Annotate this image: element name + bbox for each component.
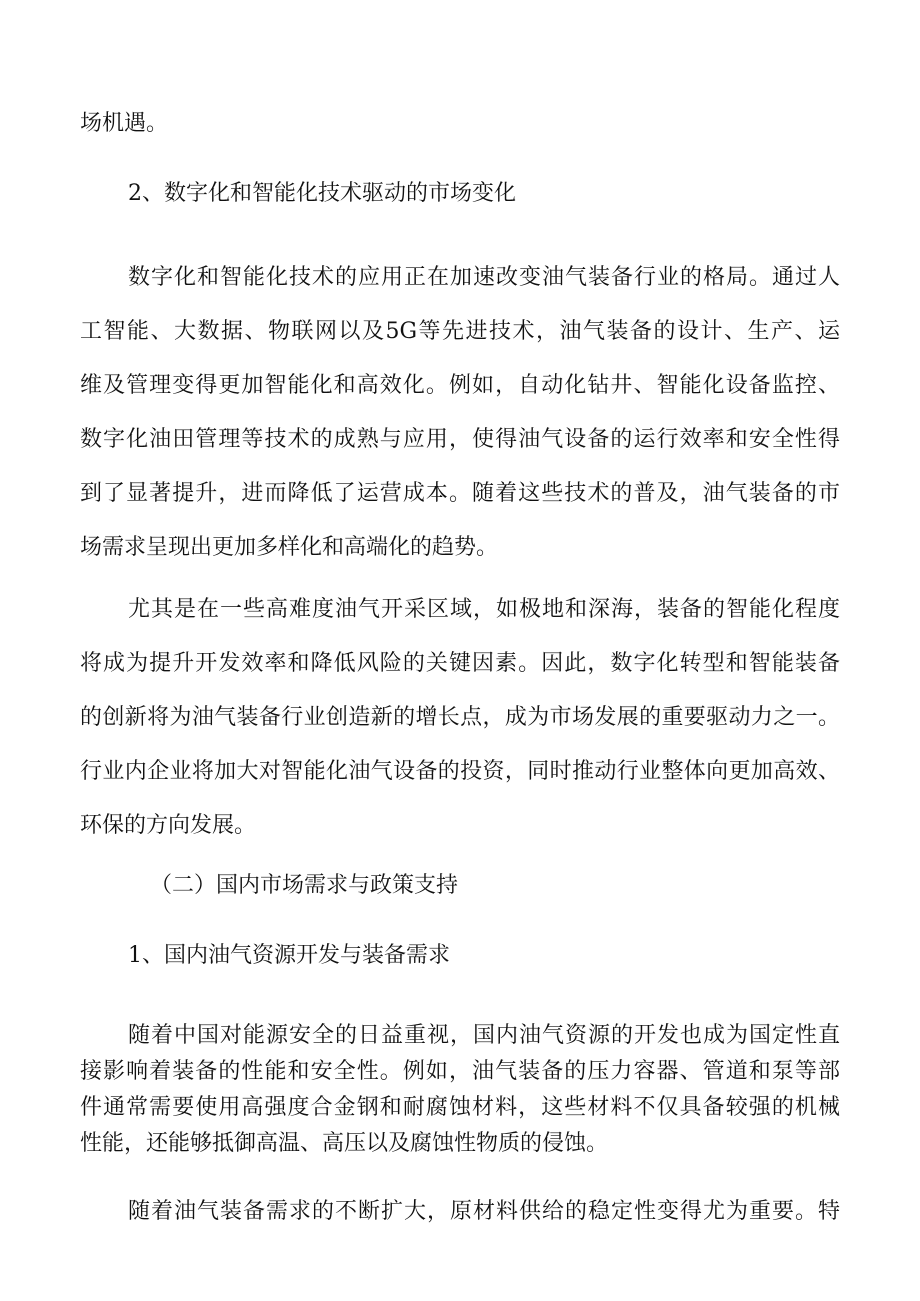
paragraph-line: 工智能、大数据、物联网以及5G等先进技术，油气装备的设计、生产、运 bbox=[80, 319, 840, 344]
section-heading-domestic-market: （二）国内市场需求与政策支持 bbox=[150, 873, 459, 898]
paragraph-line: 性能，还能够抵御高温、高压以及腐蚀性物质的侵蚀。 bbox=[80, 1131, 609, 1156]
paragraph-line: 数字化和智能化技术的应用正在加速改变油气装备行业的格局。通过人 bbox=[128, 265, 840, 290]
paragraph-line: 的创新将为油气装备行业创造新的增长点，成为市场发展的重要驱动力之一。 bbox=[80, 705, 840, 730]
paragraph-line: 将成为提升开发效率和降低风险的关键因素。因此，数字化转型和智能装备 bbox=[80, 651, 840, 676]
paragraph-line: 维及管理变得更加智能化和高效化。例如，自动化钻井、智能化设备监控、 bbox=[80, 373, 840, 398]
paragraph-line: 数字化油田管理等技术的成熟与应用，使得油气设备的运行效率和安全性得 bbox=[80, 427, 840, 452]
paragraph-line: 随着中国对能源安全的日益重视，国内油气资源的开发也成为国定性直 bbox=[128, 1023, 840, 1048]
subheading-domestic-resources: 1、国内油气资源开发与装备需求 bbox=[128, 943, 450, 968]
subheading-digital-intelligent: 2、数字化和智能化技术驱动的市场变化 bbox=[128, 181, 516, 206]
paragraph-line: 接影响着装备的性能和安全性。例如，油气装备的压力容器、管道和泵等部 bbox=[80, 1059, 840, 1084]
paragraph-line: 尤其是在一些高难度油气开采区域，如极地和深海，装备的智能化程度 bbox=[128, 597, 840, 622]
paragraph-line: 随着油气装备需求的不断扩大，原材料供给的稳定性变得尤为重要。特 bbox=[128, 1199, 840, 1224]
paragraph-line: 环保的方向发展。 bbox=[80, 813, 257, 838]
paragraph-line: 场机遇。 bbox=[80, 111, 169, 136]
paragraph-line: 场需求呈现出更加多样化和高端化的趋势。 bbox=[80, 535, 499, 560]
paragraph-line: 件通常需要使用高强度合金钢和耐腐蚀材料，这些材料不仅具备较强的机械 bbox=[80, 1095, 840, 1120]
paragraph-line: 到了显著提升，进而降低了运营成本。随着这些技术的普及，油气装备的市 bbox=[80, 481, 840, 506]
paragraph-line: 行业内企业将加大对智能化油气设备的投资，同时推动行业整体向更加高效、 bbox=[80, 759, 840, 784]
